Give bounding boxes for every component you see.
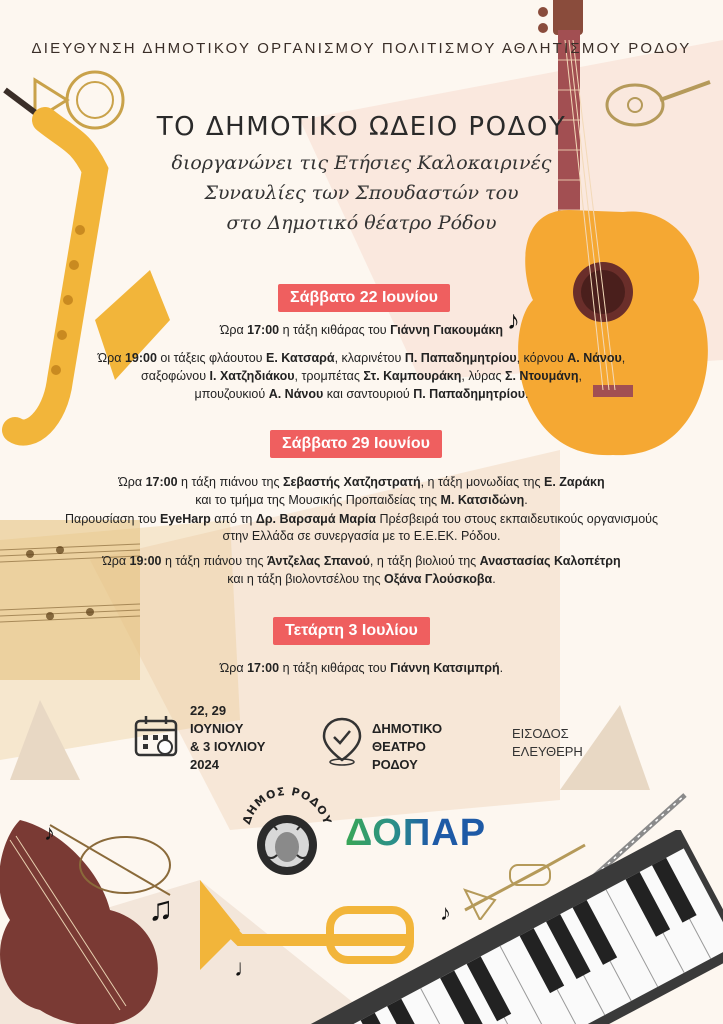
highlight-text: 17:00 [145, 475, 178, 489]
venue-line: ΡΟΔΟΥ [372, 757, 418, 772]
music-note-icon: ♪ [440, 900, 451, 925]
highlight-text: 19:00 [124, 351, 157, 365]
text-segment: Ώρα [219, 323, 248, 337]
text-segment: και το τμήμα της Μουσικής Προπαιδείας της [195, 493, 441, 507]
text-segment: , λύρας [461, 369, 505, 383]
music-note-icon: ♩ [234, 955, 258, 982]
highlight-text: Α. Νάνου [567, 351, 622, 365]
text-segment: . [499, 661, 504, 675]
subtitle-line: στο Δημοτικό θέατρο Ρόδου [226, 212, 497, 234]
dimos-rodou-logo [237, 775, 337, 885]
dopar-logo [345, 812, 486, 855]
text-segment: σαξοφώνου [141, 369, 210, 383]
text-segment: , η τάξη μονωδίας της [420, 475, 544, 489]
text-segment: Ώρα [97, 351, 125, 365]
schedule-line [0, 474, 723, 491]
text-segment: η τάξη κιθάρας του [279, 661, 391, 675]
highlight-text: Π. Παπαδημητρίου [404, 351, 517, 365]
highlight-text: Οξάνα Γλούσκοβα [384, 572, 493, 586]
text-segment: Ώρα [219, 661, 248, 675]
highlight-text: EyeHarp [159, 512, 211, 526]
text-segment: η τάξη κιθάρας του [279, 323, 391, 337]
text-segment: , κλαρινέτου [334, 351, 405, 365]
text-segment: , [621, 351, 626, 365]
text-segment: η τάξη πιάνου της [161, 554, 267, 568]
highlight-text: Άντζελας Σπανού [266, 554, 370, 568]
page-title: ΤΟ ΔΗΜΟΤΙΚΟ ΩΔΕΙΟ ΡΟΔΟΥ [156, 112, 567, 142]
event-dates [190, 702, 265, 774]
text-segment: , η τάξη βιολιού της [369, 554, 480, 568]
dates-line: ΙΟΥΝΙΟΥ [190, 721, 244, 736]
schedule-line [0, 492, 723, 509]
schedule-line [0, 350, 723, 367]
text-segment: Πρέσβειρά του στους εκπαιδευτικούς οργανισμούς [375, 512, 659, 526]
highlight-text: Γιάννη Κατσιμπρή [390, 661, 500, 675]
highlight-text: Σεβαστής Χατζηστρατή [283, 475, 421, 489]
text-segment: . [525, 387, 529, 401]
music-note-icon: ♪ [44, 820, 55, 845]
venue-line: ΔΗΜΟΤΙΚΟ [372, 721, 443, 736]
highlight-text: Ι. Χατζηδιάκου [209, 369, 295, 383]
text-segment: στην Ελλάδα σε συνεργασία με το Ε.Ε.ΕΚ. Ρόδου. [222, 529, 501, 543]
text-segment: και σαντουριού [323, 387, 414, 401]
subtitle-line: Συναυλίες των Σπουδαστών του [204, 182, 519, 204]
text-segment: . [524, 493, 528, 507]
highlight-text: 17:00 [247, 661, 280, 675]
text-segment: μπουζουκιού [194, 387, 269, 401]
highlight-text: Αναστασίας Καλοπέτρη [479, 554, 621, 568]
schedule-line [0, 660, 723, 677]
venue [372, 720, 442, 774]
dopar-logo-text: ΔΟΠΑΡ [345, 812, 487, 854]
text-segment: . [492, 572, 496, 586]
date-badge: Σάββατο 22 Ιουνίου [278, 284, 450, 312]
highlight-text: 17:00 [247, 323, 280, 337]
text-segment: Ώρα [102, 554, 130, 568]
schedule-line [0, 511, 723, 528]
text-segment: , κόρνου [516, 351, 568, 365]
entry-line: ΕΙΣΟΔΟΣ [512, 726, 569, 741]
schedule-line [0, 553, 723, 570]
highlight-text: Π. Παπαδημητρίου [413, 387, 525, 401]
text-segment: Παρουσίαση του [64, 512, 160, 526]
subtitle-line: διοργανώνει τις Ετήσιες Καλοκαιρινές [171, 152, 552, 174]
text-segment: Ώρα [118, 475, 146, 489]
highlight-text: Στ. Καμπουράκη [363, 369, 462, 383]
venue-line: ΘΕΑΤΡΟ [372, 739, 426, 754]
text-segment: και η τάξη βιολοντσέλου της [227, 572, 384, 586]
date-badge: Τετάρτη 3 Ιουλίου [273, 617, 430, 645]
schedule-line [0, 322, 723, 339]
entry-line: ΕΛΕΥΘΕΡΗ [512, 744, 583, 759]
highlight-text: 19:00 [129, 554, 162, 568]
dimos-logo-text: ΔΗΜΟΣ ΡΟΔΟΥ [240, 784, 335, 827]
music-note-icon: ♪ [507, 305, 520, 335]
schedule-line [0, 528, 723, 545]
dates-line: 2024 [190, 757, 219, 772]
highlight-text: Α. Νάνου [268, 387, 324, 401]
text-segment: , τρομπέτας [294, 369, 364, 383]
highlight-text: Ε. Κατσαρά [266, 351, 335, 365]
text-segment: από τη [210, 512, 256, 526]
dates-line: 22, 29 [190, 703, 227, 718]
text-segment: η τάξη πιάνου της [177, 475, 283, 489]
highlight-text: Δρ. Βαρσαμά Μαρία [255, 512, 376, 526]
highlight-text: Σ. Ντουμάνη [504, 369, 579, 383]
text-segment: οι τάξεις φλάουτου [156, 351, 266, 365]
dates-line: & 3 ΙΟΥΛΙΟΥ [190, 739, 266, 754]
highlight-text: Γιάννη Γιακουμάκη [390, 323, 504, 337]
date-badge: Σάββατο 29 Ιουνίου [270, 430, 442, 458]
schedule-line [0, 386, 723, 403]
organization-name: ΔΙΕΥΘΥΝΣΗ ΔΗΜΟΤΙΚΟΥ ΟΡΓΑΝΙΣΜΟΥ ΠΟΛΙΤΙΣΜΟΥ ΑΘΛΗΤΙΣΜΟΥ ΡΟΔΟΥ [31, 40, 692, 57]
location-pin-icon [320, 716, 364, 766]
free-entry [512, 725, 583, 761]
schedule-line [0, 571, 723, 588]
calendar-icon [133, 713, 179, 759]
music-note-icon: ♫ [148, 890, 174, 928]
highlight-text: Ε. Ζαράκη [543, 475, 605, 489]
highlight-text: Μ. Κατσιδώνη [440, 493, 525, 507]
schedule-line [0, 368, 723, 385]
text-segment: , [578, 369, 582, 383]
